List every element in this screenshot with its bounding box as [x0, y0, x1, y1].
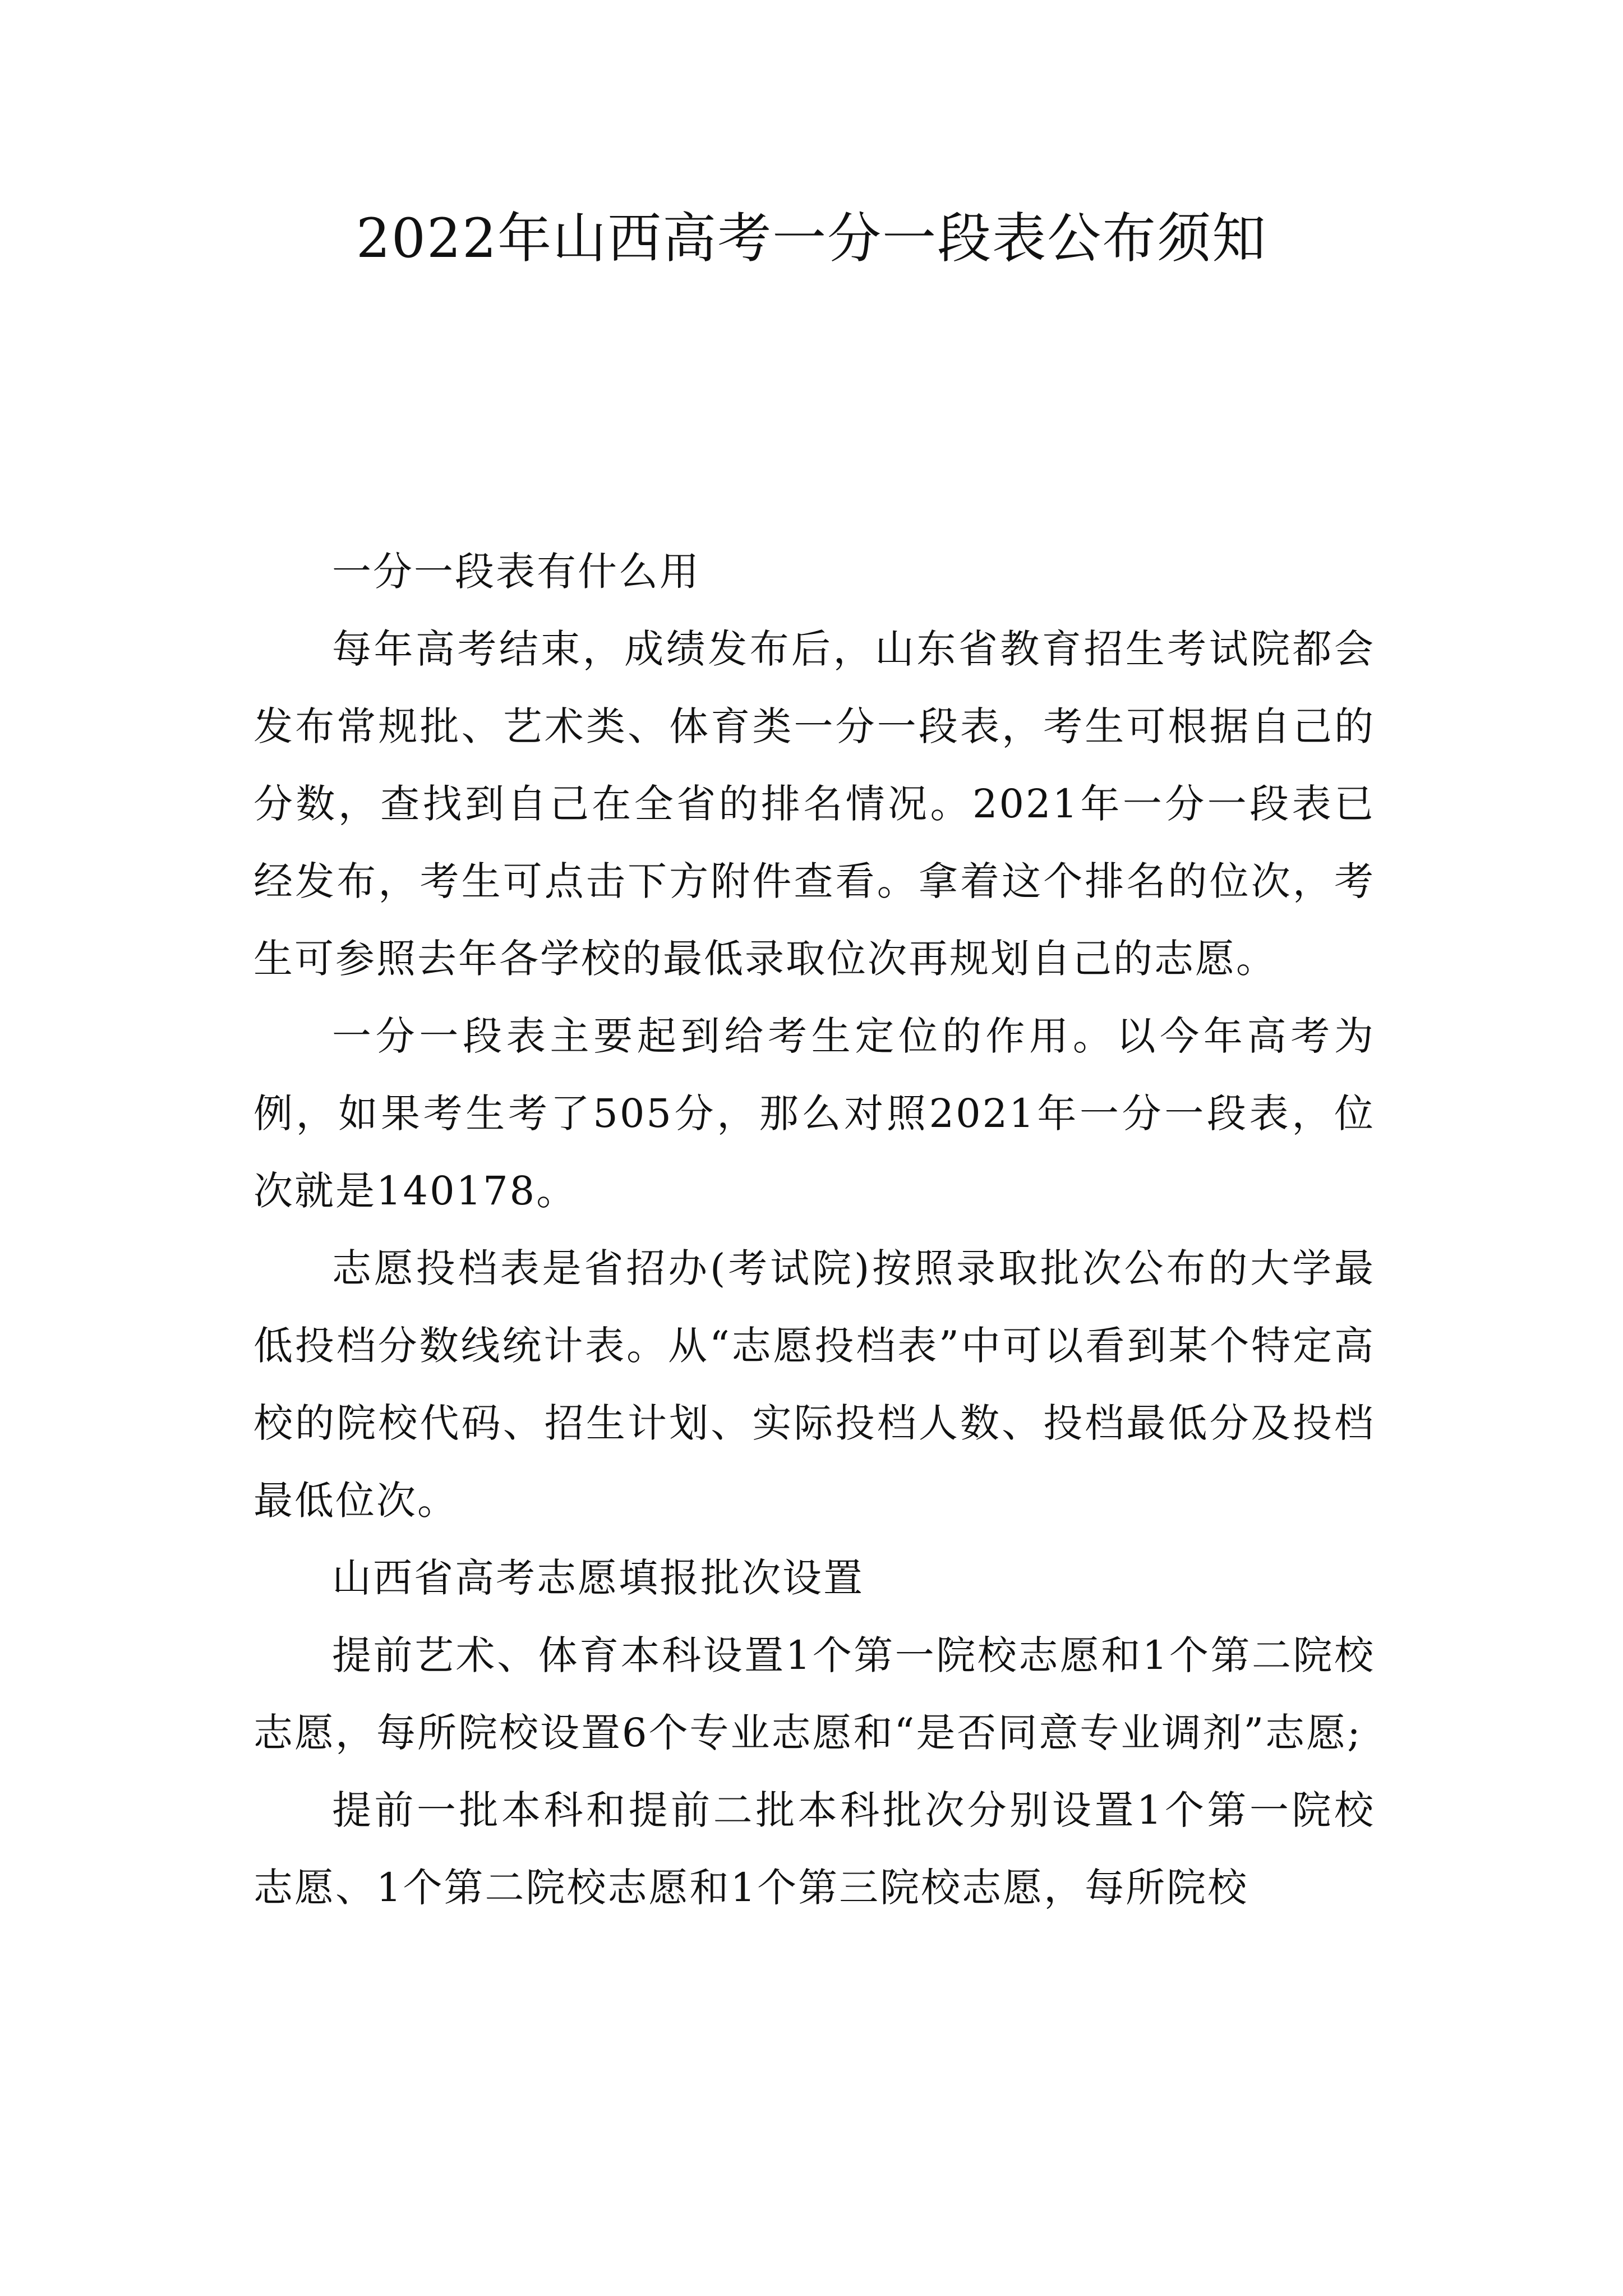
- paragraph: 每年高考结束，成绩发布后，山东省教育招生考试院都会发布常规批、艺术类、体育类一分一段表，考生可根据自己的分数，查找到自己在全省的排名情况。2021年一分一段表已经发布，考生可点击下方附件查看。拿着这个排名的位次，考生可参照去年各学校的最低录取位次再规划自己的志愿。: [253, 626, 1375, 982]
- section-heading: 一分一段表有什么用: [332, 549, 700, 595]
- paragraph: 提前一批本科和提前二批本科批次分别设置1个第一院校志愿、1个第二院校志愿和1个第三院校志愿，每所院校: [253, 1787, 1375, 1911]
- document-title: 2022年山西高考一分一段表公布须知: [356, 207, 1267, 270]
- paragraph: 提前艺术、体育本科设置1个第一院校志愿和1个第二院校志愿，每所院校设置6个专业志愿和“是否同意专业调剂”志愿;: [253, 1632, 1375, 1756]
- paragraph: 一分一段表主要起到给考生定位的作用。以今年高考为例，如果考生考了505分，那么对照2021年一分一段表，位次就是140178。: [253, 1013, 1375, 1214]
- paragraph: 志愿投档表是省招办(考试院)按照录取批次公布的大学最低投档分数线统计表。从“志愿投档表”中可以看到某个特定高校的院校代码、招生计划、实际投档人数、投档最低分及投档最低位次。: [253, 1245, 1375, 1524]
- document-body: [253, 533, 1375, 1926]
- section-heading: 山西省高考志愿填报批次设置: [332, 1555, 864, 1601]
